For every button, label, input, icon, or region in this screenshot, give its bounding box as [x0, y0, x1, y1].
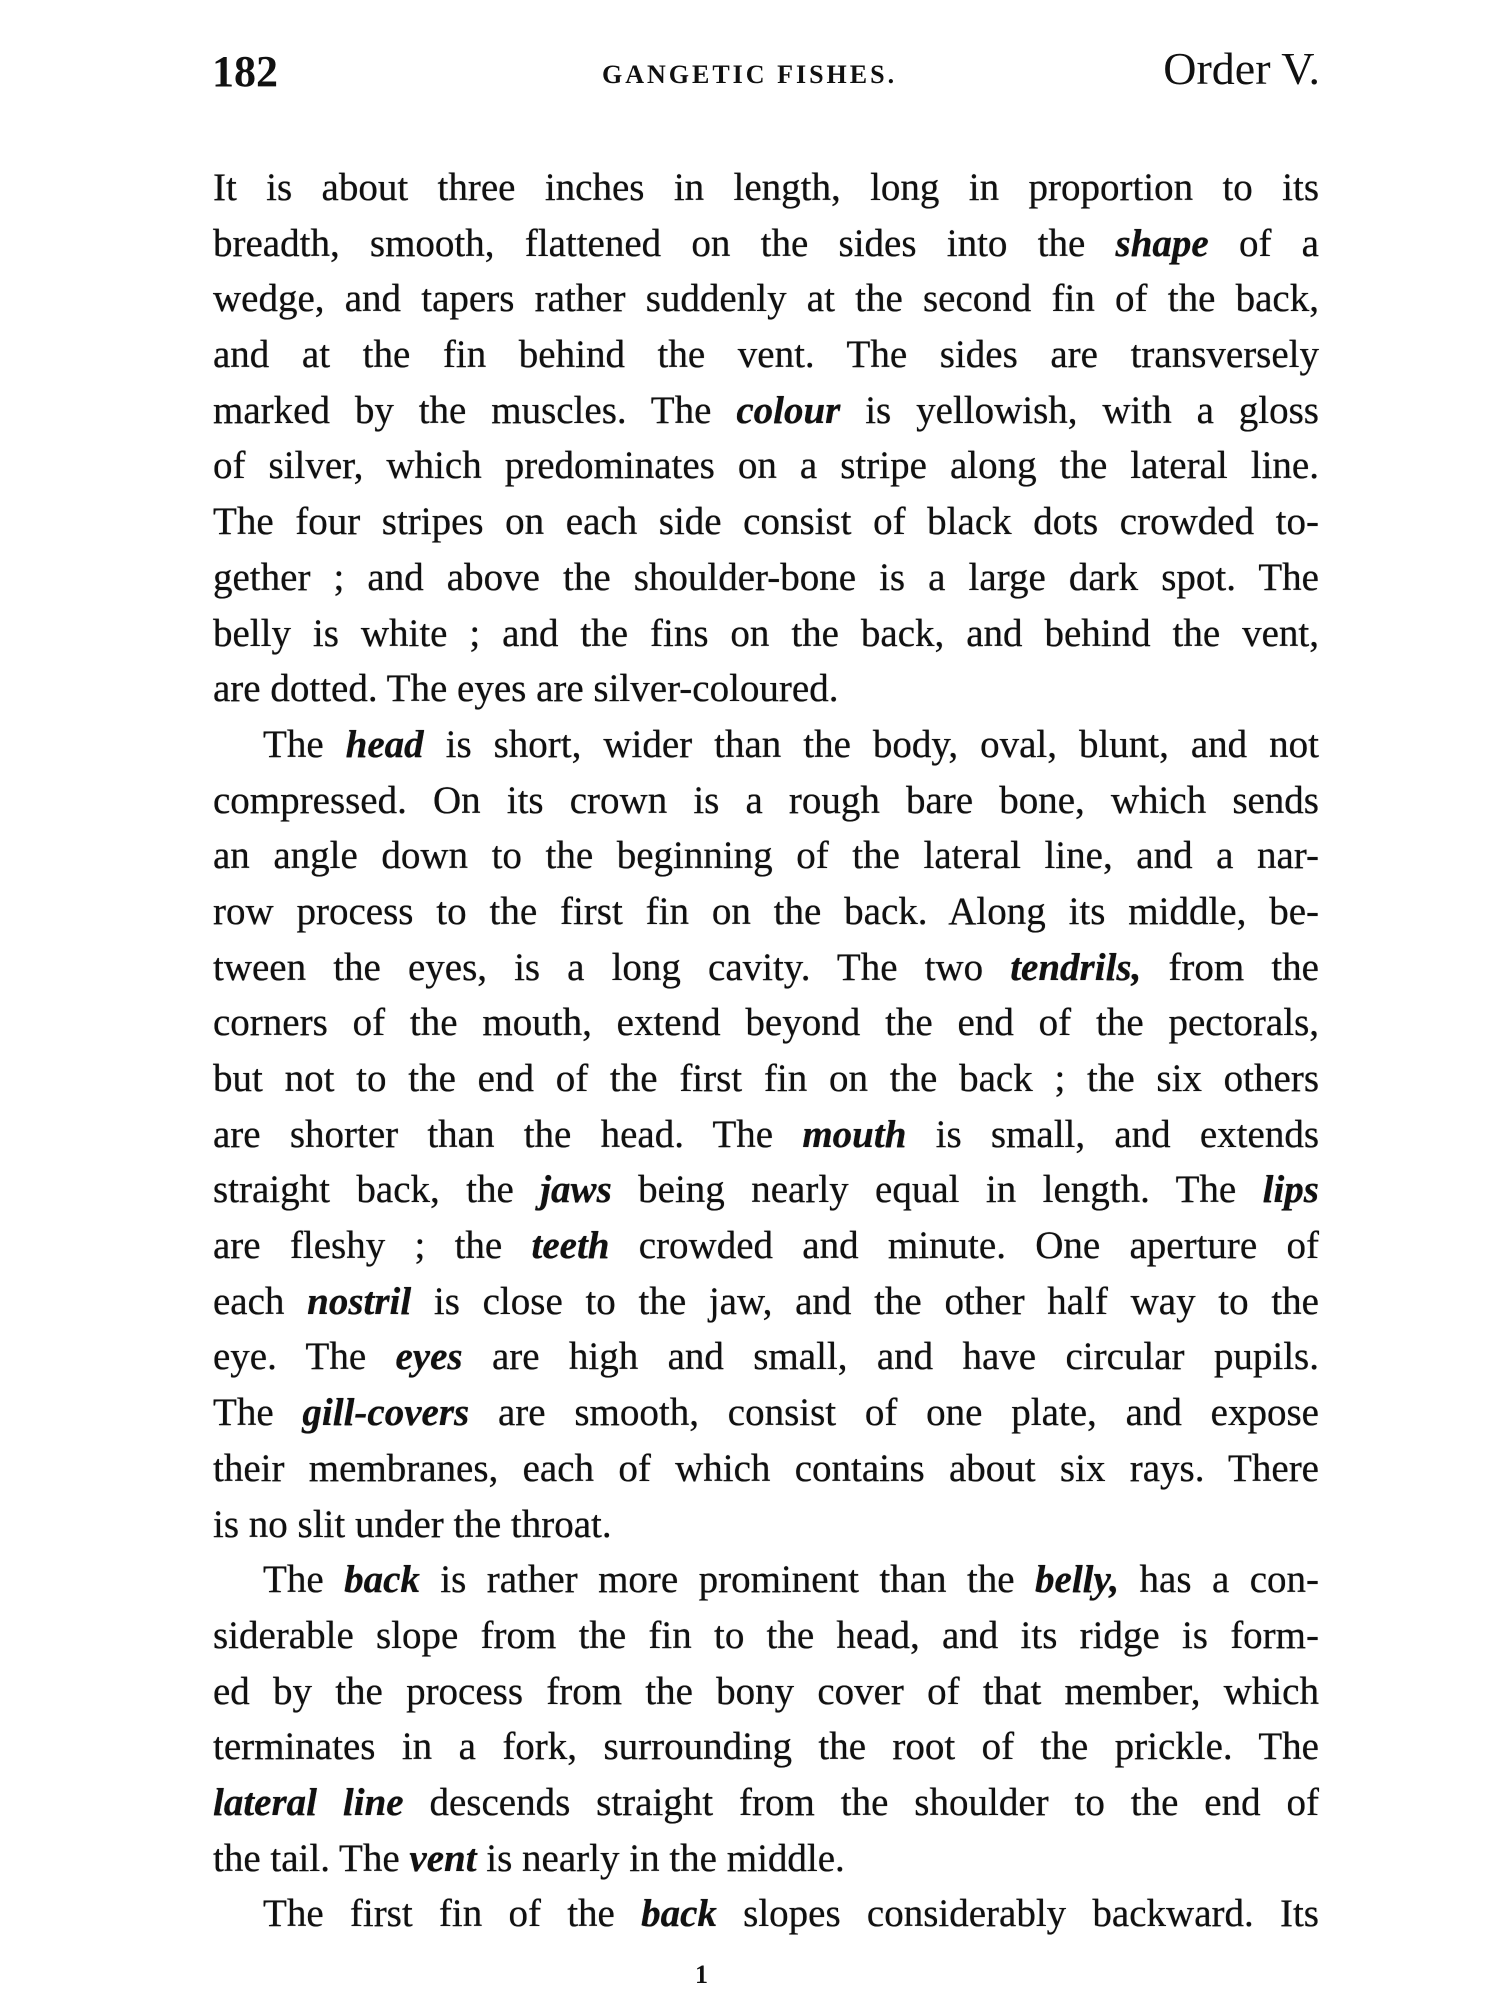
text-line	[213, 1218, 1319, 1274]
italic-term: shape	[1115, 221, 1209, 265]
text-segment: is short, wider than the body, oval, blunt, and not	[423, 722, 1319, 766]
text-segment: is close to the jaw, and the other half way to the	[411, 1279, 1319, 1323]
text-line	[213, 940, 1319, 996]
text-segment: is nearly in the middle.	[476, 1836, 845, 1880]
text-segment: terminates in a fork, surrounding the root of the prickle. The	[213, 1725, 1319, 1769]
text-segment: The first fin of the	[263, 1892, 642, 1936]
text-line	[213, 1775, 1319, 1831]
italic-term: tendrils,	[1010, 945, 1142, 989]
signature-mark: 1	[695, 1960, 708, 1989]
running-title: GANGETIC FISHES.	[602, 60, 898, 89]
text-line	[213, 995, 1319, 1051]
text-segment: is no slit under the throat.	[213, 1502, 612, 1546]
text-line	[213, 160, 1319, 216]
body-text	[213, 160, 1319, 1942]
text-segment: slopes considerably backward. Its	[716, 1892, 1319, 1936]
text-line	[213, 1886, 1319, 1942]
text-line	[213, 1719, 1319, 1775]
text-segment: corners of the mouth, extend beyond the end of the pectorals,	[213, 1001, 1319, 1045]
text-segment: the tail. The	[213, 1836, 410, 1880]
text-line	[213, 1552, 1319, 1608]
italic-term: belly,	[1035, 1558, 1120, 1602]
text-line	[213, 1497, 1319, 1553]
text-segment: of a	[1208, 221, 1319, 265]
text-segment: are fleshy ; the	[213, 1224, 532, 1268]
italic-term: teeth	[531, 1224, 610, 1268]
text-segment: are smooth, consist of one plate, and expose	[469, 1391, 1319, 1435]
text-line	[213, 1274, 1319, 1330]
text-line	[213, 1051, 1319, 1107]
text-line	[213, 884, 1319, 940]
text-segment: has a con-	[1119, 1558, 1319, 1602]
text-segment: tween the eyes, is a long cavity. The two	[213, 945, 1011, 989]
text-segment: their membranes, each of which contains about six rays. There	[213, 1446, 1319, 1490]
text-segment: crowded and minute. One aperture of	[609, 1224, 1319, 1268]
text-segment: siderable slope from the fin to the head, and its ridge is form-	[213, 1613, 1319, 1657]
text-segment: and at the fin behind the vent. The sides are transversely	[213, 333, 1319, 377]
text-line	[213, 327, 1319, 383]
text-line	[213, 383, 1319, 439]
text-segment: is yellowish, with a gloss	[840, 388, 1319, 432]
text-segment: gether ; and above the shoulder-bone is a large dark spot. The	[213, 555, 1319, 599]
text-segment: each	[213, 1279, 308, 1323]
text-segment: row process to the first fin on the back. Along its middle, be-	[213, 889, 1319, 933]
text-line	[213, 1831, 1319, 1887]
text-segment: The	[213, 1391, 303, 1435]
text-line	[213, 1107, 1319, 1163]
text-segment: belly is white ; and the fins on the back, and behind the vent,	[213, 611, 1319, 655]
text-segment: are dotted. The eyes are silver-coloured.	[213, 667, 839, 711]
text-line	[213, 773, 1319, 829]
italic-term: head	[345, 722, 424, 766]
text-line	[213, 661, 1319, 717]
text-segment: compressed. On its crown is a rough bare bone, which sends	[213, 778, 1319, 822]
text-segment: being nearly equal in length. The	[611, 1168, 1263, 1212]
italic-term: lips	[1262, 1168, 1319, 1212]
text-segment: is rather more prominent than the	[419, 1558, 1036, 1602]
text-segment: wedge, and tapers rather suddenly at the second fin of the back,	[213, 277, 1319, 321]
text-line	[213, 438, 1319, 494]
text-segment: an angle down to the beginning of the lateral line, and a nar-	[213, 834, 1319, 878]
text-line	[213, 1162, 1319, 1218]
text-segment: of silver, which predominates on a stripe along the lateral line.	[213, 444, 1319, 488]
text-line	[213, 828, 1319, 884]
text-line	[213, 1329, 1319, 1385]
text-segment: It is about three inches in length, long in proportion to its	[213, 166, 1319, 209]
italic-term: gill-covers	[302, 1391, 470, 1435]
text-segment: The four stripes on each side consist of black dots crowded to-	[213, 500, 1319, 544]
text-segment: ed by the process from the bony cover of that member, which	[213, 1669, 1319, 1713]
text-segment: marked by the muscles. The	[213, 388, 737, 432]
text-line	[213, 717, 1319, 773]
italic-term: colour	[736, 388, 841, 432]
text-line	[213, 606, 1319, 662]
text-line	[213, 1441, 1319, 1497]
italic-term: lateral line	[213, 1780, 404, 1824]
text-line	[213, 550, 1319, 606]
text-line	[213, 1385, 1319, 1441]
text-segment: is small, and extends	[906, 1112, 1319, 1156]
page-number: 182	[212, 47, 278, 96]
section-heading: Order V.	[1163, 43, 1320, 94]
italic-term: nostril	[307, 1279, 412, 1323]
text-segment: are high and small, and have circular pupils.	[462, 1335, 1319, 1379]
text-segment: The	[263, 1558, 345, 1602]
italic-term: mouth	[802, 1112, 907, 1156]
text-line	[213, 271, 1319, 327]
text-segment: descends straight from the shoulder to the end of	[403, 1780, 1320, 1824]
italic-term: eyes	[395, 1335, 463, 1379]
text-segment: breadth, smooth, flattened on the sides into the	[213, 221, 1116, 265]
text-segment: from the	[1141, 945, 1319, 989]
italic-term: back	[641, 1892, 717, 1936]
text-line	[213, 1664, 1319, 1720]
text-segment: are shorter than the head. The	[213, 1112, 803, 1156]
text-line	[213, 494, 1319, 550]
text-segment: The	[263, 722, 346, 766]
text-segment: but not to the end of the first fin on the back ; the six others	[213, 1057, 1319, 1100]
italic-term: vent	[409, 1836, 477, 1880]
italic-term: back	[344, 1558, 420, 1602]
text-line	[213, 216, 1319, 272]
italic-term: jaws	[540, 1168, 612, 1212]
text-segment: straight back, the	[213, 1168, 541, 1212]
text-line	[213, 1608, 1319, 1664]
text-segment: eye. The	[213, 1335, 396, 1379]
